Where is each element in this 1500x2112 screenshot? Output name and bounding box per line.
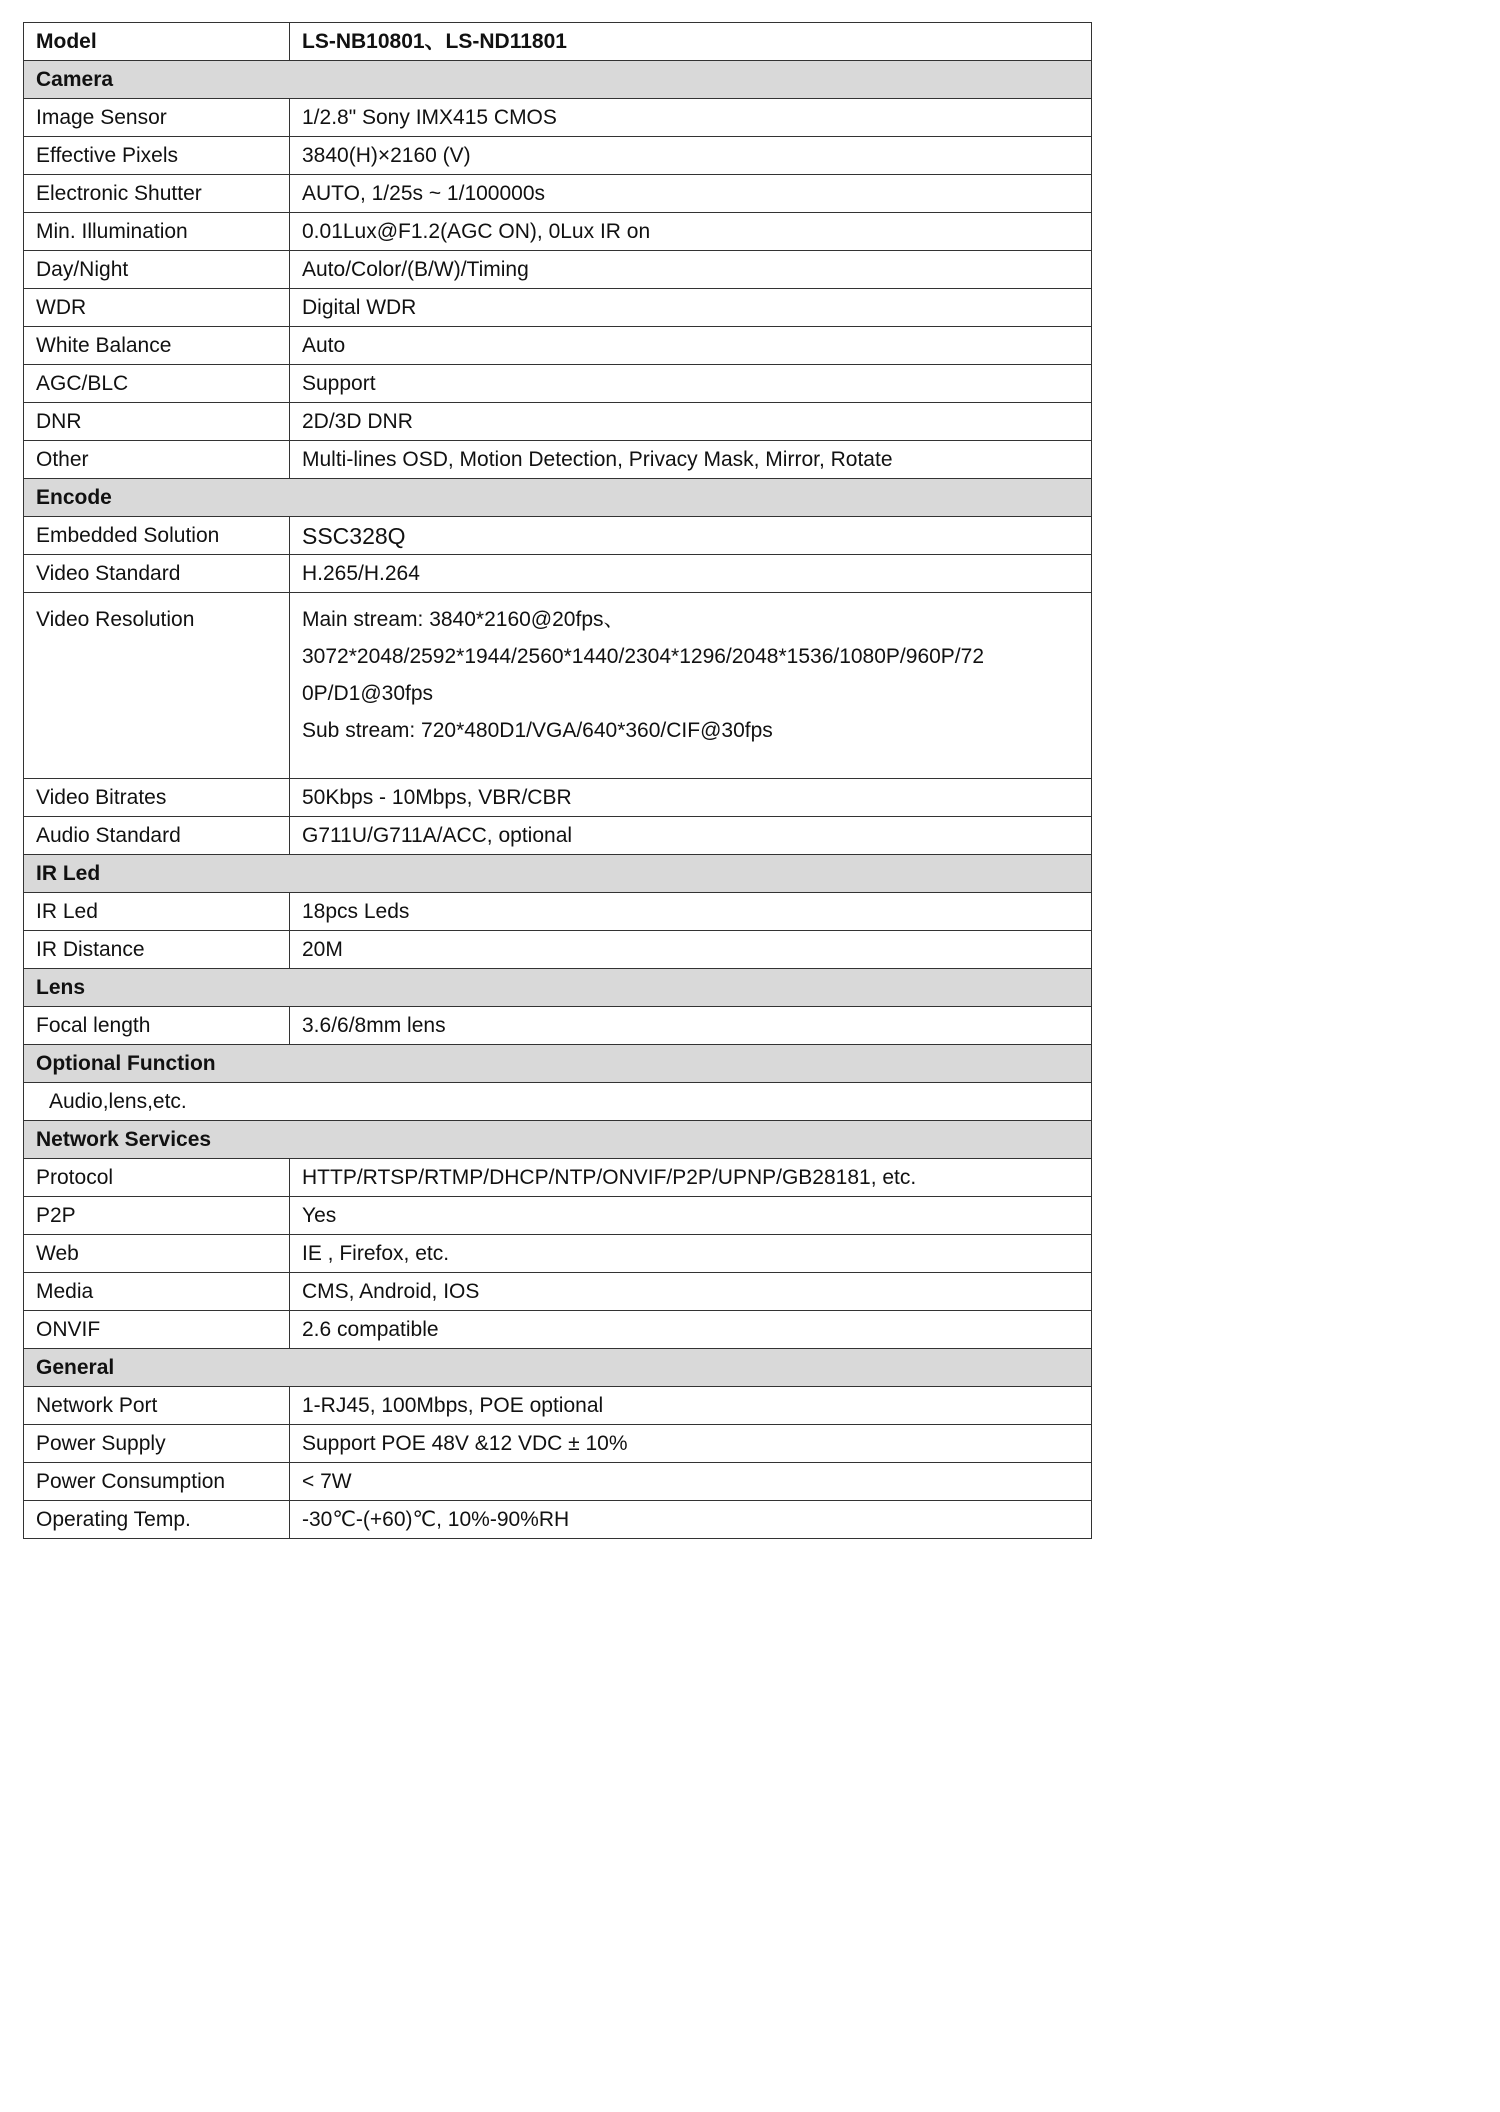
spec-value: H.265/H.264 [290, 555, 1092, 593]
spec-label: ONVIF [24, 1311, 290, 1349]
section-header-encode [24, 479, 1092, 517]
table-row [24, 99, 1092, 137]
table-row [24, 1463, 1092, 1501]
resolution-line: Main stream: 3840*2160@20fps、 [302, 608, 625, 631]
spec-value: 20M [290, 931, 1092, 969]
spec-label: Media [24, 1273, 290, 1311]
spec-value: < 7W [290, 1463, 1092, 1501]
table-row [24, 213, 1092, 251]
section-header-general [24, 1349, 1092, 1387]
section-header-optional-function [24, 1045, 1092, 1083]
spec-label: Audio Standard [24, 817, 290, 855]
section-title: General [24, 1349, 1092, 1387]
spec-label: Day/Night [24, 251, 290, 289]
section-header-lens [24, 969, 1092, 1007]
spec-label: Web [24, 1235, 290, 1273]
spec-value: 18pcs Leds [290, 893, 1092, 931]
spec-label: Video Standard [24, 555, 290, 593]
spec-value: 3840(H)×2160 (V) [290, 137, 1092, 175]
table-row [24, 1425, 1092, 1463]
spec-value: IE , Firefox, etc. [290, 1235, 1092, 1273]
table-row [24, 1387, 1092, 1425]
section-header-network-services [24, 1121, 1092, 1159]
spec-value: 2D/3D DNR [290, 403, 1092, 441]
table-row [24, 137, 1092, 175]
table-row [24, 1501, 1092, 1539]
table-row [24, 931, 1092, 969]
spec-label: Min. Illumination [24, 213, 290, 251]
table-row [24, 779, 1092, 817]
model-value: LS-NB10801、LS-ND11801 [290, 23, 1092, 61]
spec-value: Digital WDR [290, 289, 1092, 327]
section-header-camera [24, 61, 1092, 99]
resolution-line: 0P/D1@30fps [302, 682, 434, 705]
spec-label: Power Consumption [24, 1463, 290, 1501]
table-row [24, 175, 1092, 213]
spec-label: Video Resolution [24, 593, 290, 779]
spec-label: White Balance [24, 327, 290, 365]
spec-value: 3.6/6/8mm lens [290, 1007, 1092, 1045]
optional-function-value: Audio,lens,etc. [24, 1083, 1092, 1121]
spec-label: WDR [24, 289, 290, 327]
spec-table [23, 22, 1092, 1539]
table-row [24, 365, 1092, 403]
spec-label: AGC/BLC [24, 365, 290, 403]
spec-label: Other [24, 441, 290, 479]
spec-value: 0.01Lux@F1.2(AGC ON), 0Lux IR on [290, 213, 1092, 251]
spec-sheet [23, 22, 1091, 1539]
table-row [24, 251, 1092, 289]
table-row [24, 1083, 1092, 1121]
table-row [24, 289, 1092, 327]
spec-value: 1/2.8" Sony IMX415 CMOS [290, 99, 1092, 137]
model-row [24, 23, 1092, 61]
spec-value: Support [290, 365, 1092, 403]
spec-label: Protocol [24, 1159, 290, 1197]
table-row [24, 327, 1092, 365]
table-row [24, 1197, 1092, 1235]
spec-value: Yes [290, 1197, 1092, 1235]
resolution-line: 3072*2048/2592*1944/2560*1440/2304*1296/2048*1536/1080P/960P/72 [302, 645, 984, 668]
model-label: Model [24, 23, 290, 61]
table-row [24, 1273, 1092, 1311]
video-resolution-value [290, 593, 1092, 779]
spec-value: G711U/G711A/ACC, optional [290, 817, 1092, 855]
spec-value: AUTO, 1/25s ~ 1/100000s [290, 175, 1092, 213]
spec-label: Power Supply [24, 1425, 290, 1463]
spec-label: Focal length [24, 1007, 290, 1045]
section-title: IR Led [24, 855, 1092, 893]
table-row [24, 517, 1092, 555]
section-title: Network Services [24, 1121, 1092, 1159]
section-header-ir-led [24, 855, 1092, 893]
spec-label: IR Led [24, 893, 290, 931]
section-title: Camera [24, 61, 1092, 99]
spec-value: 2.6 compatible [290, 1311, 1092, 1349]
spec-value: -30℃-(+60)℃, 10%-90%RH [290, 1501, 1092, 1539]
spec-label: DNR [24, 403, 290, 441]
spec-label: IR Distance [24, 931, 290, 969]
table-row [24, 1311, 1092, 1349]
table-row [24, 893, 1092, 931]
spec-label: Operating Temp. [24, 1501, 290, 1539]
table-row [24, 593, 1092, 779]
spec-label: Network Port [24, 1387, 290, 1425]
spec-value: HTTP/RTSP/RTMP/DHCP/NTP/ONVIF/P2P/UPNP/GB28181, etc. [290, 1159, 1092, 1197]
spec-value: CMS, Android, IOS [290, 1273, 1092, 1311]
table-row [24, 817, 1092, 855]
section-title: Lens [24, 969, 1092, 1007]
table-row [24, 441, 1092, 479]
table-row [24, 1159, 1092, 1197]
spec-label: P2P [24, 1197, 290, 1235]
spec-label: Image Sensor [24, 99, 290, 137]
resolution-line: Sub stream: 720*480D1/VGA/640*360/CIF@30fps [302, 719, 773, 742]
spec-label: Effective Pixels [24, 137, 290, 175]
section-title: Optional Function [24, 1045, 1092, 1083]
spec-value: Auto/Color/(B/W)/Timing [290, 251, 1092, 289]
spec-value: 50Kbps - 10Mbps, VBR/CBR [290, 779, 1092, 817]
section-title: Encode [24, 479, 1092, 517]
spec-label: Embedded Solution [24, 517, 290, 555]
spec-label: Video Bitrates [24, 779, 290, 817]
spec-value: Auto [290, 327, 1092, 365]
spec-value: 1-RJ45, 100Mbps, POE optional [290, 1387, 1092, 1425]
table-row [24, 403, 1092, 441]
spec-label: Electronic Shutter [24, 175, 290, 213]
spec-value: Support POE 48V &12 VDC ± 10% [290, 1425, 1092, 1463]
spec-value: Multi-lines OSD, Motion Detection, Privacy Mask, Mirror, Rotate [290, 441, 1092, 479]
spec-value: SSC328Q [290, 517, 1092, 555]
table-row [24, 555, 1092, 593]
table-row [24, 1235, 1092, 1273]
table-row [24, 1007, 1092, 1045]
